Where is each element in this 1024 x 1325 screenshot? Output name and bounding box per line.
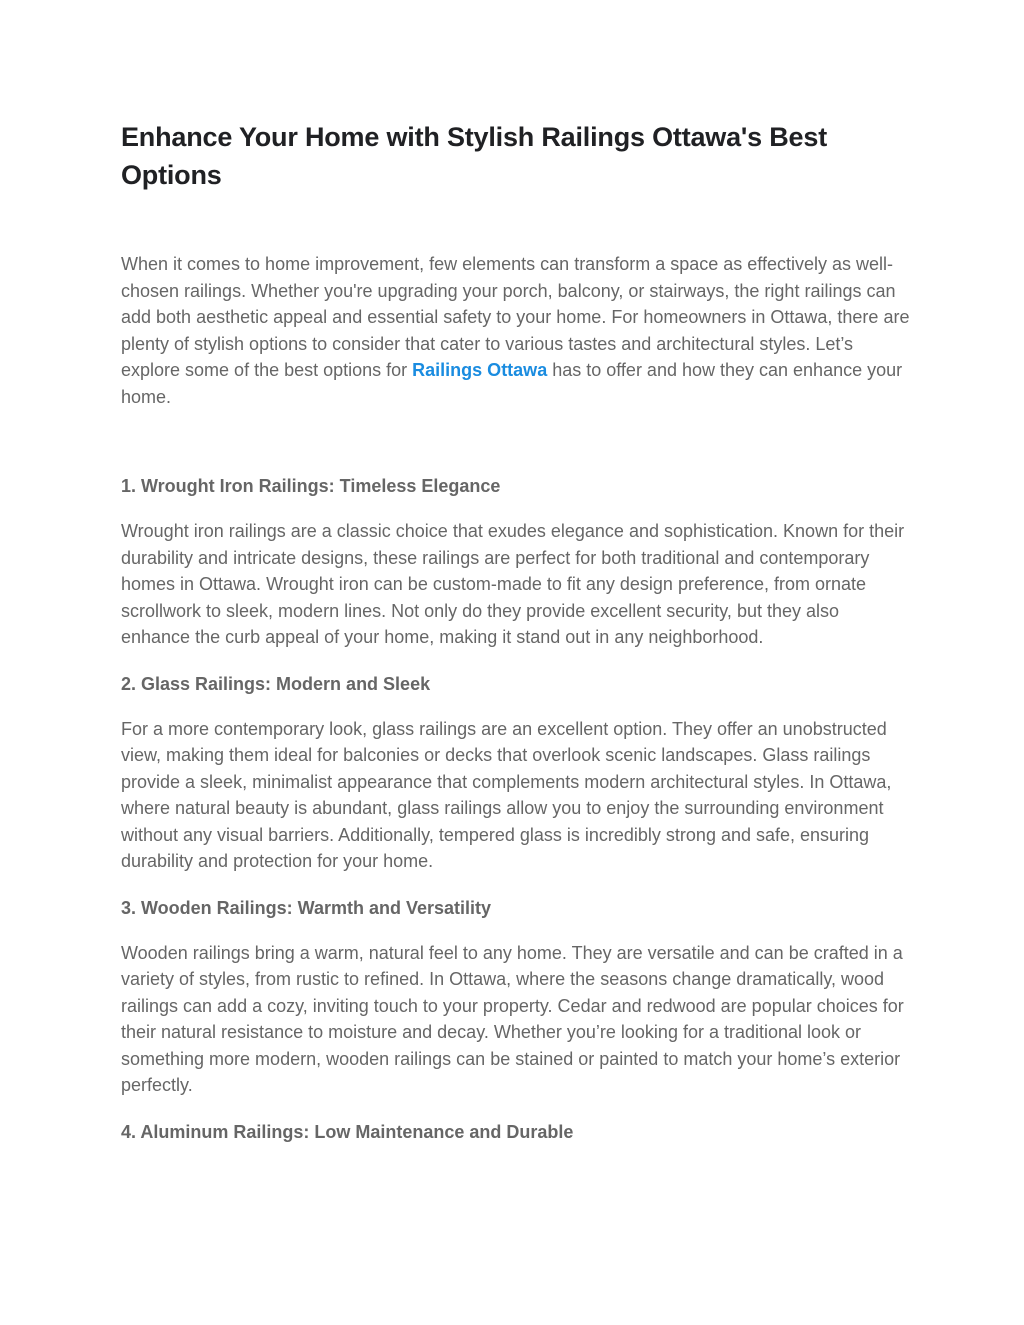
railings-ottawa-link[interactable]: Railings Ottawa — [412, 360, 548, 380]
section-heading-glass: 2. Glass Railings: Modern and Sleek — [121, 673, 431, 694]
section-heading-wooden: 3. Wooden Railings: Warmth and Versatility — [121, 897, 492, 918]
section-body-glass: For a more contemporary look, glass railings are an excellent option. They offer an unobstructed view, making them ideal for balconies or decks that overlook scenic landscapes. Glass railings provide a sleek, minimalist appearance that complements modern architectural styles. In Ottawa, where natural beauty is abundant, glass railings allow you to enjoy the surrounding environment without any visual barriers. Additionally, tempered glass is incredibly strong and safe, ensuring durability and protection for your home. — [121, 718, 892, 871]
section-heading-aluminum: 4. Aluminum Railings: Low Maintenance and Durable — [121, 1121, 574, 1142]
document-title: Enhance Your Home with Stylish Railings Ottawa's Best Options — [121, 122, 827, 190]
intro-text-after-link: has to offer and how they can enhance your home. — [121, 360, 903, 407]
document-page — [121, 118, 911, 1145]
section-body-wooden: Wooden railings bring a warm, natural feel to any home. They are versatile and can be crafted in a variety of styles, from rustic to refined. In Ottawa, where the seasons change dramatically, wood railings can add a cozy, inviting touch to your property. Cedar and redwood are popular choices for their natural resistance to moisture and decay. Whether you’re looking for a traditional look or something more modern, wooden railings can be stained or painted to match your home’s exterior perfectly. — [121, 942, 904, 1095]
section-body-wrought-iron: Wrought iron railings are a classic choice that exudes elegance and sophistication. Known for their durability and intricate designs, these railings are perfect for both traditional and contemporary homes in Ottawa. Wrought iron can be custom-made to fit any design preference, from ornate scrollwork to sleek, modern lines. Not only do they provide excellent security, but they also enhance the curb appeal of your home, making it stand out in any neighborhood. — [121, 521, 905, 647]
intro-text-before-link: When it comes to home improvement, few elements can transform a space as effectively as well-chosen railings. Whether you're upgrading your porch, balcony, or stairways, the right railings can add both aesthetic appeal and essential safety to your home. For homeowners in Ottawa, there are plenty of stylish options to consider that cater to various tastes and architectural styles. Let’s explore some of the best options for — [121, 254, 910, 380]
intro-paragraph — [121, 251, 911, 410]
section-heading-wrought-iron: 1. Wrought Iron Railings: Timeless Elegance — [121, 476, 501, 496]
